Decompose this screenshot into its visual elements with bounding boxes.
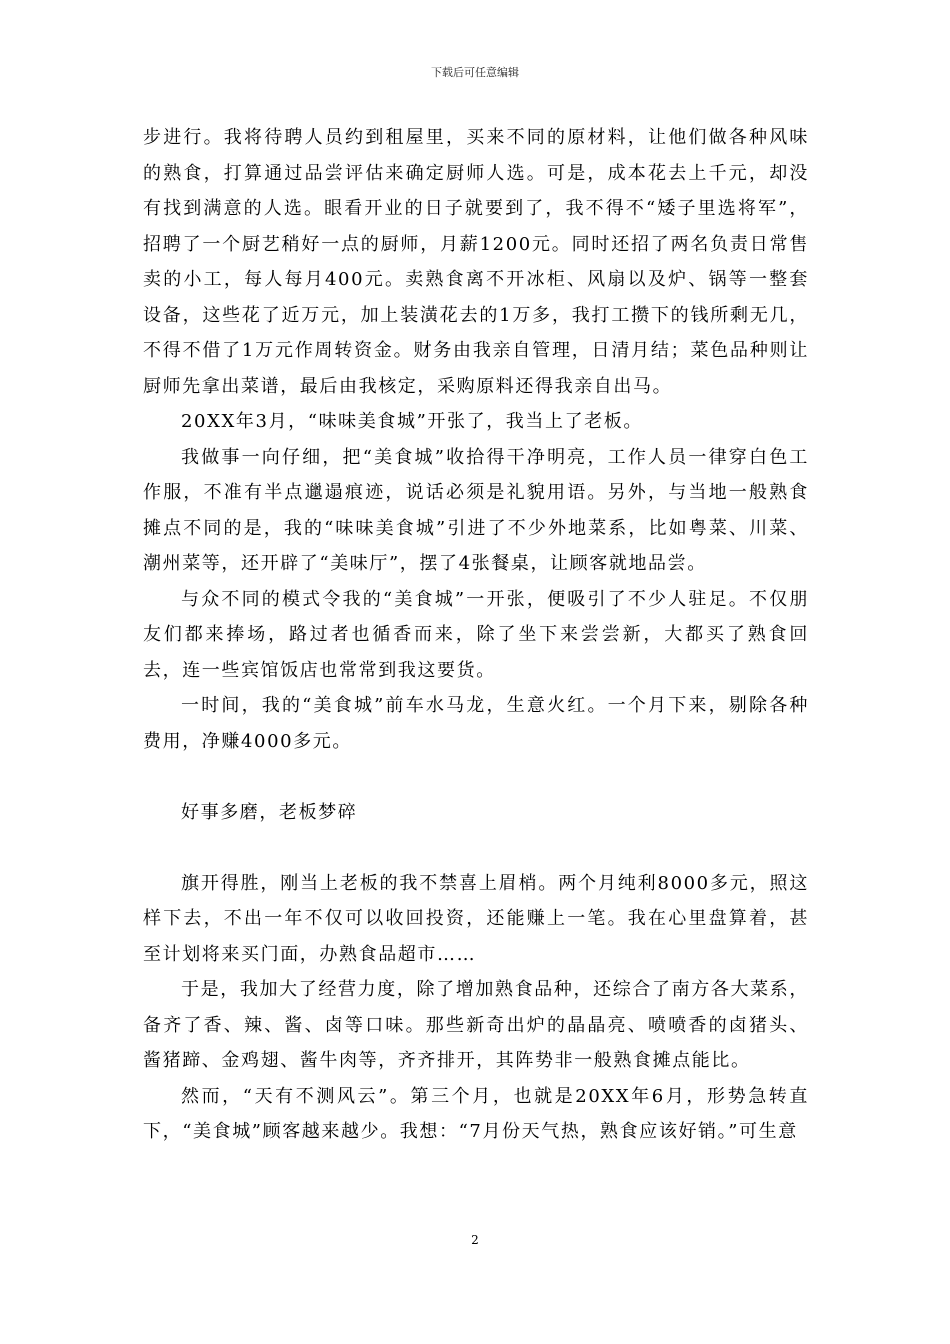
document-body: [143, 120, 809, 1150]
paragraph: 然而，“天有不测风云”。第三个月，也就是20XX年6月，形势急转直下，“美食城”顾客越来越少。我想：“7月份天气热，熟食应该好销。”可生意: [143, 1085, 809, 1142]
paragraph: 20XX年3月，“味味美食城”开张了，我当上了老板。: [181, 411, 643, 432]
paragraph: 一时间，我的“美食城”前车水马龙，生意火红。一个月下来，剔除各种费用，净赚4000多元。: [143, 695, 809, 752]
page-header: 下载后可任意编辑: [431, 66, 519, 79]
paragraph: 我做事一向仔细，把“美食城”收拾得干净明亮，工作人员一律穿白色工作服，不准有半点邋遢痕迹，说话必须是礼貌用语。另外，与当地一般熟食摊点不同的是，我的“味味美食城”引进了不少外地菜系，比如粤菜、川菜、潮州菜等，还开辟了“美味厅”，摆了4张餐桌，让顾客就地品尝。: [143, 446, 809, 574]
paragraph: 于是，我加大了经营力度，除了增加熟食品种，还综合了南方各大菜系，备齐了香、辣、酱、卤等口味。那些新奇出炉的晶晶亮、喷喷香的卤猪头、酱猪蹄、金鸡翅、酱牛肉等，齐齐排开，其阵势非一般熟食摊点能比。: [143, 979, 809, 1071]
paragraph: 旗开得胜，刚当上老板的我不禁喜上眉梢。两个月纯利8000多元，照这样下去，不出一年不仅可以收回投资，还能赚上一笔。我在心里盘算着，甚至计划将来买门面，办熟食品超市……: [143, 872, 809, 965]
section-heading: 好事多磨，老板梦碎: [181, 801, 358, 823]
page-number: 2: [471, 1233, 479, 1247]
paragraph: 与众不同的模式令我的“美食城”一开张，便吸引了不少人驻足。不仅朋友们都来捧场，路过者也循香而来，除了坐下来尝尝新，大都买了熟食回去，连一些宾馆饭店也常常到我这要货。: [143, 588, 809, 681]
paragraph: 步进行。我将待聘人员约到租屋里，买来不同的原材料，让他们做各种风味的熟食，打算通过品尝评估来确定厨师人选。可是，成本花去上千元，却没有找到满意的人选。眼看开业的日子就要到了，我不得不“矮子里选将军”，招聘了一个厨艺稍好一点的厨师，月薪1200元。同时还招了两名负责日常售卖的小工，每人每月400元。卖熟食离不开冰柜、风扇以及炉、锅等一整套设备，这些花了近万元，加上装潢花去的1万多，我打工攒下的钱所剩无几，不得不借了1万元作周转资金。财务由我亲自管理，日清月结；菜色品种则让厨师先拿出菜谱，最后由我核定，采购原料还得我亲自出马。: [143, 127, 809, 397]
